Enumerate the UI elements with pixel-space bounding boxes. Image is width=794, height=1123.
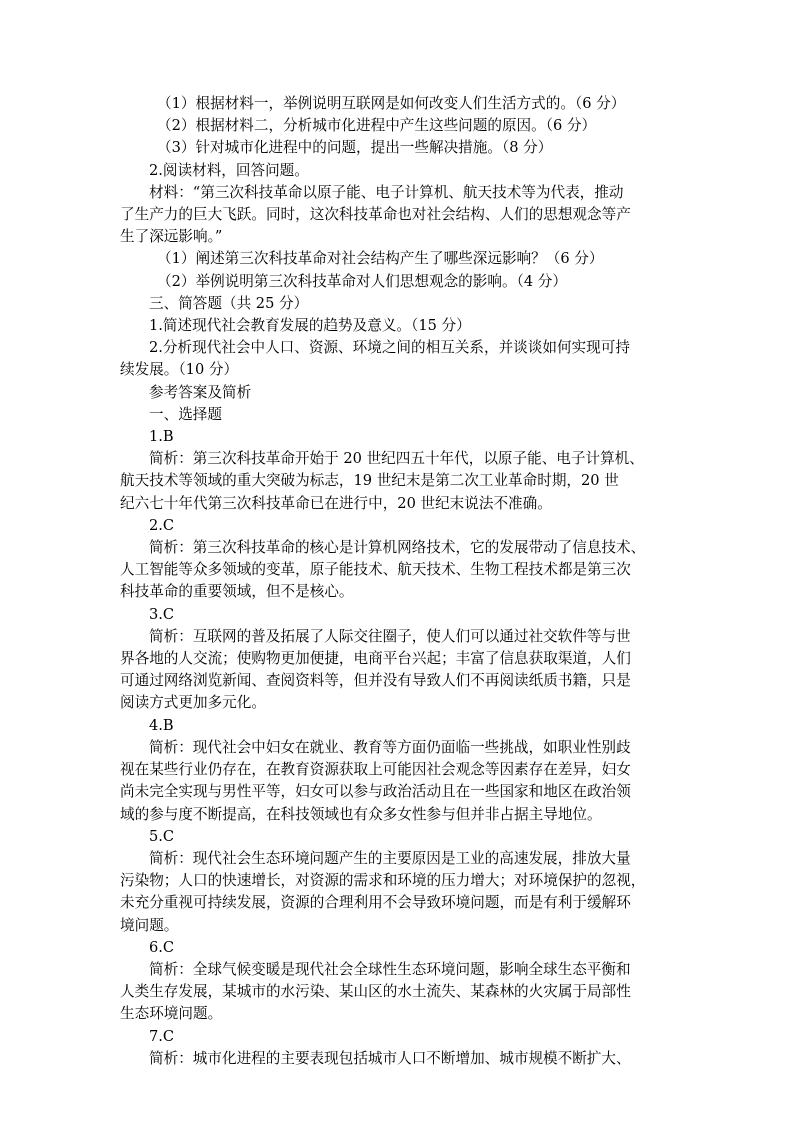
- answer-key: 5.C: [149, 827, 175, 845]
- analysis-line: 视在某些行业仍存在，在教育资源获取上可能因社会观念等因素存在差异，妇女: [120, 761, 631, 779]
- analysis-line: 简析：第三次科技革命的核心是计算机网络技术，它的发展带动了信息技术、: [149, 539, 646, 557]
- question-line: （1）根据材料一，举例说明互联网是如何改变人们生活方式的。（6 分）: [157, 95, 626, 112]
- document-page: [120, 93, 684, 1070]
- question-line: （2）举例说明第三次科技革命对人们思想观念的影响。（4 分）: [157, 272, 567, 290]
- answer-key: 7.C: [149, 1027, 175, 1045]
- analysis-line: 污染物；人口的快速增长，对资源的需求和环境的压力增大；对环境保护的忽视，: [120, 872, 646, 890]
- section-heading: 三、简答题（共 25 分）: [149, 294, 309, 312]
- analysis-line: 域的参与度不断提高，在科技领域也有众多女性参与但并非占据主导地位。: [120, 805, 602, 823]
- question-line: （3）针对城市化进程中的问题，提出一些解决措施。（8 分）: [157, 139, 553, 157]
- answer-key: 2.C: [149, 516, 175, 534]
- answer-key: 3.C: [149, 605, 175, 623]
- material-line: 了生产力的巨大飞跃。同时，这次科技革命也对社会结构、人们的思想观念等产: [120, 206, 631, 224]
- analysis-line: 人工智能等众多领域的变革，原子能技术、航天技术、生物工程技术都是第三次: [120, 561, 631, 579]
- analysis-line: 科技革命的重要领域，但不是核心。: [120, 583, 354, 601]
- question-line: （2）根据材料二，分析城市化进程中产生这些问题的原因。（6 分）: [157, 117, 597, 135]
- analysis-line: 未充分重视可持续发展，资源的合理利用不会导致环境问题，而是有利于缓解环: [120, 894, 631, 912]
- answers-heading: 参考答案及简析: [149, 383, 252, 401]
- question-title: 2.阅读材料，回答问题。: [149, 161, 309, 179]
- question-line: （1）阐述第三次科技革命对社会结构产生了哪些深远影响？（6 分）: [157, 250, 604, 268]
- material-line: 材料：“第三次科技革命以原子能、电子计算机、航天技术等为代表，推动: [149, 183, 624, 201]
- question-line: 2.分析现代社会中人口、资源、环境之间的相互关系，并谈谈如何实现可持: [149, 339, 630, 357]
- question-line: 1.简述现代社会教育发展的趋势及意义。（15 分）: [149, 317, 471, 335]
- question-line: 续发展。（10 分）: [120, 361, 239, 379]
- analysis-line: 简析：全球气候变暖是现代社会全球性生态环境问题，影响全球生态平衡和: [149, 960, 631, 978]
- material-line: 生了深远影响。”: [120, 228, 223, 246]
- analysis-line: 可通过网络浏览新闻、查阅资料等，但并没有导致人们不再阅读纸质书籍，只是: [120, 672, 631, 690]
- analysis-line: 简析：现代社会生态环境问题产生的主要原因是工业的高速发展，排放大量: [149, 849, 631, 867]
- answer-list: [120, 426, 684, 1070]
- answer-key: 6.C: [149, 938, 175, 956]
- analysis-line: 简析：城市化进程的主要表现包括城市人口不断增加、城市规模不断扩大、: [149, 1049, 631, 1067]
- analysis-line: 生态环境问题。: [120, 1005, 223, 1023]
- analysis-line: 简析：现代社会中妇女在就业、教育等方面仍面临一些挑战，如职业性别歧: [149, 738, 631, 756]
- analysis-line: 人类生存发展，某城市的水污染、某山区的水土流失、某森林的火灾属于局部性: [120, 983, 631, 1001]
- analysis-line: 界各地的人交流；使购物更加便捷，电商平台兴起；丰富了信息获取渠道，人们: [120, 650, 631, 668]
- analysis-line: 尚未完全实现与男性平等，妇女可以参与政治活动且在一些国家和地区在政治领: [120, 783, 631, 801]
- answer-key: 4.B: [149, 716, 174, 734]
- analysis-line: 简析：第三次科技革命开始于 20 世纪四五十年代，以原子能、电子计算机、: [149, 450, 644, 468]
- answer-key: 1.B: [149, 428, 174, 446]
- answers-section-heading: 一、选择题: [149, 405, 222, 423]
- analysis-line: 简析：互联网的普及拓展了人际交往圈子，使人们可以通过社交软件等与世: [149, 627, 631, 645]
- analysis-line: 航天技术等领域的重大突破为标志，19 世纪末是第二次工业革命时期，20 世: [120, 472, 619, 490]
- analysis-line: 境问题。: [120, 916, 179, 934]
- analysis-line: 纪六七十年代第三次科技革命已在进行中，20 世纪末说法不准确。: [120, 494, 552, 512]
- analysis-line: 阅读方式更加多元化。: [120, 694, 266, 712]
